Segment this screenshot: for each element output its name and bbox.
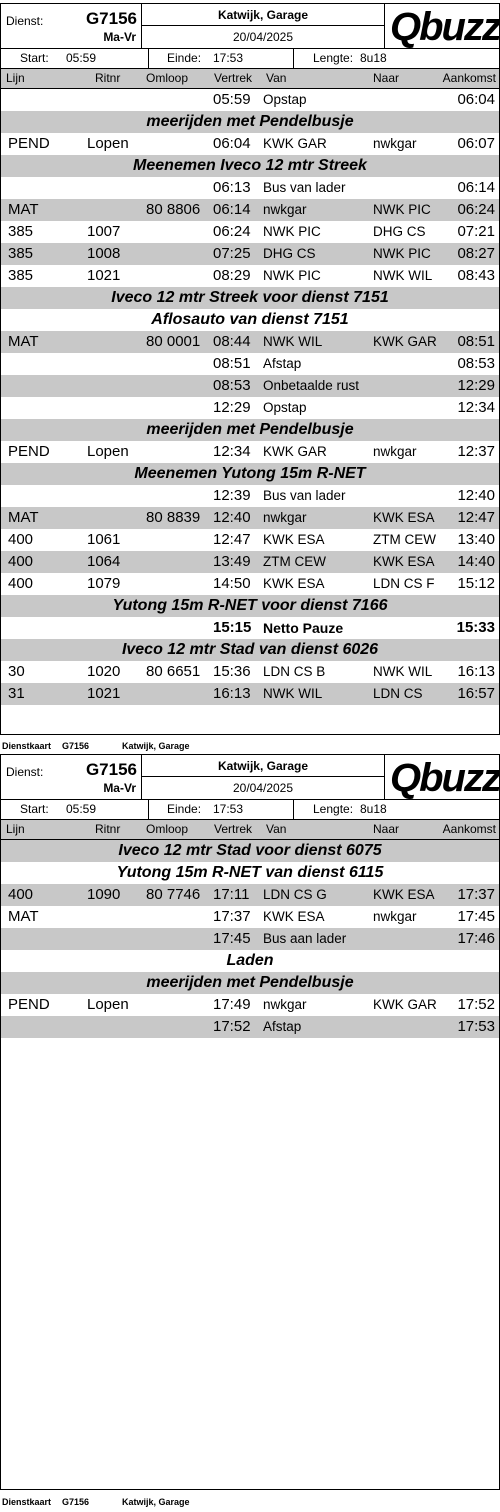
- cell-van: DHG CS: [263, 246, 316, 261]
- cell-naar: KWK ESA: [373, 554, 435, 569]
- section-heading: meerijden met Pendelbusje: [1, 972, 499, 994]
- service-date: 20/04/2025: [232, 30, 294, 44]
- cell-lijn: 385: [8, 223, 34, 240]
- footer-label: Dienstkaart: [2, 1497, 52, 1507]
- cell-van: Bus van lader: [263, 180, 346, 195]
- cell-vertrek: 15:15: [213, 619, 252, 636]
- times-bar: [1, 49, 499, 69]
- table-row: [1, 661, 499, 683]
- cell-aankomst: 06:07: [457, 135, 495, 152]
- cell-naar: KWK GAR: [373, 334, 437, 349]
- cell-lijn: 400: [8, 575, 34, 592]
- col-naar: Naar: [373, 71, 400, 85]
- cell-vertrek: 06:24: [213, 223, 251, 240]
- cell-vertrek: 12:34: [213, 443, 251, 460]
- cell-van: KWK ESA: [263, 909, 325, 924]
- table-row: [1, 375, 499, 397]
- cell-van: KWK GAR: [263, 136, 327, 151]
- cell-omloop: 80 7746: [146, 886, 201, 903]
- cell-van: Afstap: [263, 1019, 302, 1034]
- cell-aankomst: 17:45: [457, 908, 495, 925]
- col-ritnr: Ritnr: [95, 71, 121, 85]
- cell-lijn: MAT: [8, 908, 39, 925]
- cell-vertrek: 08:53: [213, 377, 251, 394]
- table-row: [1, 884, 499, 906]
- times-bar: [1, 800, 499, 820]
- cell-ritnr: 1020: [87, 663, 121, 680]
- section-heading: Yutong 15m R-NET van dienst 6115: [116, 864, 384, 881]
- cell-van: KWK ESA: [263, 532, 325, 547]
- logo-cell: [385, 4, 499, 49]
- page-header: [1, 755, 499, 800]
- cell-lijn: PEND: [8, 135, 50, 152]
- col-vertrek: Vertrek: [214, 822, 253, 836]
- cell-aankomst: 07:21: [457, 223, 495, 240]
- cell-ritnr: 1021: [87, 267, 121, 284]
- col-naar: Naar: [373, 822, 400, 836]
- col-aankomst: Aankomst: [442, 822, 496, 836]
- column-headers: [1, 820, 499, 840]
- table-row: [1, 507, 499, 529]
- cell-aankomst: 15:12: [457, 575, 495, 592]
- cell-lijn: MAT: [8, 509, 39, 526]
- cell-ritnr: Lopen: [87, 443, 129, 460]
- cell-naar: nwkgar: [373, 136, 417, 151]
- start-cell: [1, 49, 149, 68]
- cell-vertrek: 15:36: [213, 663, 251, 680]
- cell-naar: nwkgar: [373, 444, 417, 459]
- cell-aankomst: 06:14: [457, 179, 495, 196]
- cell-aankomst: 16:57: [457, 685, 495, 702]
- cell-aankomst: 17:53: [457, 1018, 495, 1035]
- cell-van: LDN CS G: [263, 887, 327, 902]
- cell-van: Opstap: [263, 92, 307, 107]
- cell-lijn: 400: [8, 553, 34, 570]
- cell-aankomst: 13:40: [457, 531, 495, 548]
- start-cell: [1, 800, 149, 819]
- cell-aankomst: 17:37: [457, 886, 495, 903]
- lengte-label: Lengte:: [313, 802, 354, 816]
- cell-ritnr: 1061: [87, 531, 121, 548]
- cell-van: LDN CS B: [263, 664, 326, 679]
- cell-vertrek: 08:29: [213, 267, 251, 284]
- cell-aankomst: 08:27: [457, 245, 495, 262]
- table-row: [1, 265, 499, 287]
- col-van: Van: [266, 822, 287, 836]
- einde-cell: [149, 49, 294, 68]
- cell-naar: LDN CS: [373, 686, 423, 701]
- cell-aankomst: 14:40: [457, 553, 495, 570]
- cell-ritnr: Lopen: [87, 135, 129, 152]
- footer-label: Dienstkaart: [2, 741, 52, 751]
- cell-naar: KWK ESA: [373, 887, 435, 902]
- cell-van: nwkgar: [263, 997, 307, 1012]
- cell-aankomst: 17:46: [457, 930, 495, 947]
- cell-vertrek: 17:52: [213, 1018, 251, 1035]
- cell-lijn: 400: [8, 886, 34, 903]
- cell-naar: NWK WIL: [373, 268, 433, 283]
- cell-van: Bus aan lader: [263, 931, 347, 946]
- cell-van: KWK ESA: [263, 576, 325, 591]
- dienst-label: Dienst:: [6, 14, 44, 28]
- cell-van: NWK WIL: [263, 334, 323, 349]
- table-row: [1, 177, 499, 199]
- table-row: [1, 683, 499, 705]
- start-label: Start:: [20, 51, 49, 65]
- einde-label: Einde:: [167, 802, 202, 816]
- cell-ritnr: 1007: [87, 223, 121, 240]
- cell-vertrek: 06:14: [213, 201, 251, 218]
- table-row: [1, 928, 499, 950]
- cell-aankomst: 06:04: [457, 91, 495, 108]
- cell-lijn: PEND: [8, 443, 50, 460]
- cell-naar: NWK PIC: [373, 246, 431, 261]
- qbuzz-logo: Qbuzz: [390, 5, 500, 49]
- cell-ritnr: 1021: [87, 685, 121, 702]
- footer-code: G7156: [62, 741, 90, 751]
- cell-van: nwkgar: [263, 510, 307, 525]
- cell-van: Netto Pauze: [263, 620, 344, 636]
- dienst-cell: [1, 4, 142, 49]
- section-heading: Laden: [226, 952, 274, 969]
- table-row: [1, 397, 499, 419]
- cell-naar: DHG CS: [373, 224, 426, 239]
- table-row: [1, 199, 499, 221]
- cell-aankomst: 12:34: [457, 399, 495, 416]
- section-heading: Aflosauto van dienst 7151: [151, 311, 349, 328]
- cell-aankomst: 17:52: [457, 996, 495, 1013]
- col-lijn: Lijn: [6, 71, 25, 85]
- table-row: [1, 133, 499, 155]
- col-van: Van: [266, 71, 287, 85]
- cell-van: KWK GAR: [263, 444, 327, 459]
- table-row: [1, 221, 499, 243]
- start-time: 05:59: [66, 802, 97, 816]
- col-aankomst: Aankomst: [442, 71, 496, 85]
- einde-time: 17:53: [213, 802, 244, 816]
- cell-aankomst: 08:53: [457, 355, 495, 372]
- cell-vertrek: 17:37: [213, 908, 251, 925]
- table-row: [1, 573, 499, 595]
- cell-vertrek: 07:25: [213, 245, 251, 262]
- section-heading: Yutong 15m R-NET voor dienst 7166: [1, 595, 499, 617]
- dienst-code: G7156: [85, 760, 137, 779]
- dienst-code: G7156: [85, 9, 137, 28]
- cell-van: NWK WIL: [263, 686, 323, 701]
- cell-vertrek: 17:45: [213, 930, 251, 947]
- dienst-label: Dienst:: [6, 765, 44, 779]
- cell-vertrek: 12:40: [213, 509, 251, 526]
- table-row: [1, 529, 499, 551]
- lengte-cell: [294, 49, 499, 68]
- cell-aankomst: 12:37: [457, 443, 495, 460]
- cell-vertrek: 12:39: [213, 487, 251, 504]
- einde-time: 17:53: [213, 51, 244, 65]
- page-header: [1, 4, 499, 49]
- footer-code: G7156: [62, 1497, 90, 1507]
- col-vertrek: Vertrek: [214, 71, 253, 85]
- cell-omloop: 80 6651: [146, 663, 201, 680]
- cell-aankomst: 12:47: [457, 509, 495, 526]
- cell-naar: nwkgar: [373, 909, 417, 924]
- section-heading: meerijden met Pendelbusje: [1, 419, 499, 441]
- cell-lijn: 400: [8, 531, 34, 548]
- cell-lijn: 385: [8, 245, 34, 262]
- einde-label: Einde:: [167, 51, 202, 65]
- lengte-cell: [294, 800, 499, 819]
- cell-lijn: 30: [8, 663, 25, 680]
- start-time: 05:59: [66, 51, 97, 65]
- cell-aankomst: 12:40: [457, 487, 495, 504]
- table-row: [1, 485, 499, 507]
- cell-aankomst: 06:24: [457, 201, 495, 218]
- qbuzz-logo: Qbuzz: [390, 756, 500, 800]
- cell-ritnr: 1079: [87, 575, 121, 592]
- table-row: [1, 906, 499, 928]
- cell-aankomst: 16:13: [457, 663, 495, 680]
- cell-vertrek: 16:13: [213, 685, 251, 702]
- cell-vertrek: 06:13: [213, 179, 251, 196]
- start-label: Start:: [20, 802, 49, 816]
- cell-vertrek: 12:29: [213, 399, 251, 416]
- cell-vertrek: 14:50: [213, 575, 251, 592]
- section-heading: Meenemen Yutong 15m R-NET: [1, 463, 499, 485]
- section-heading: meerijden met Pendelbusje: [1, 111, 499, 133]
- col-omloop: Omloop: [146, 71, 189, 85]
- cell-van: ZTM CEW: [263, 554, 326, 569]
- service-date: 20/04/2025: [232, 781, 294, 795]
- dienst-cell: [1, 755, 142, 800]
- cell-ritnr: 1008: [87, 245, 121, 262]
- table-row: [1, 441, 499, 463]
- table-row: [1, 551, 499, 573]
- cell-van: nwkgar: [263, 202, 307, 217]
- table-row: [1, 1016, 499, 1038]
- schedule-rows: [1, 89, 499, 705]
- cell-aankomst: 12:29: [457, 377, 495, 394]
- cell-naar: NWK PIC: [373, 202, 431, 217]
- cell-van: Afstap: [263, 356, 302, 371]
- cell-van: Bus van lader: [263, 488, 346, 503]
- cell-omloop: 80 8806: [146, 201, 201, 218]
- lengte-value: 8u18: [360, 51, 387, 65]
- cell-vertrek: 17:49: [213, 996, 251, 1013]
- col-lijn: Lijn: [6, 822, 25, 836]
- dienstkaart-page-1: [0, 3, 500, 735]
- section-heading: Iveco 12 mtr Stad van dienst 6026: [1, 639, 499, 661]
- cell-naar: KWK GAR: [373, 997, 437, 1012]
- footer-location: Katwijk, Garage: [122, 1497, 190, 1507]
- cell-lijn: MAT: [8, 201, 39, 218]
- table-row: [1, 994, 499, 1016]
- cell-vertrek: 05:59: [213, 91, 251, 108]
- cell-naar: NWK WIL: [373, 664, 433, 679]
- dienst-days: Ma-Vr: [103, 781, 136, 795]
- cell-van: Onbetaalde rust: [263, 378, 360, 393]
- cell-naar: LDN CS F: [373, 576, 435, 591]
- lengte-value: 8u18: [360, 802, 387, 816]
- cell-vertrek: 08:44: [213, 333, 251, 350]
- cell-lijn: 385: [8, 267, 34, 284]
- location-cell: [142, 4, 385, 49]
- col-ritnr: Ritnr: [95, 822, 121, 836]
- cell-aankomst: 08:43: [457, 267, 495, 284]
- column-headers: [1, 69, 499, 89]
- cell-vertrek: 08:51: [213, 355, 251, 372]
- pause-row: [1, 617, 499, 639]
- cell-ritnr: Lopen: [87, 996, 129, 1013]
- cell-vertrek: 17:11: [213, 886, 250, 903]
- location-name: Katwijk, Garage: [142, 755, 384, 777]
- einde-cell: [149, 800, 294, 819]
- col-omloop: Omloop: [146, 822, 189, 836]
- cell-naar: ZTM CEW: [373, 532, 436, 547]
- cell-van: NWK PIC: [263, 224, 321, 239]
- section-heading: Meenemen Iveco 12 mtr Streek: [1, 155, 499, 177]
- location-cell: [142, 755, 385, 800]
- schedule-rows: [1, 840, 499, 1038]
- cell-lijn: PEND: [8, 996, 50, 1013]
- cell-vertrek: 13:49: [213, 553, 251, 570]
- table-row: [1, 243, 499, 265]
- lengte-label: Lengte:: [313, 51, 354, 65]
- cell-ritnr: 1090: [87, 886, 121, 903]
- cell-lijn: MAT: [8, 333, 39, 350]
- cell-van: NWK PIC: [263, 268, 321, 283]
- cell-vertrek: 06:04: [213, 135, 251, 152]
- footer-location: Katwijk, Garage: [122, 741, 190, 751]
- cell-omloop: 80 0001: [146, 333, 201, 350]
- section-heading: Iveco 12 mtr Streek voor dienst 7151: [1, 287, 499, 309]
- logo-cell: [385, 755, 499, 800]
- table-row: [1, 353, 499, 375]
- section-heading: Iveco 12 mtr Stad voor dienst 6075: [1, 840, 499, 862]
- location-name: Katwijk, Garage: [142, 4, 384, 26]
- cell-vertrek: 12:47: [213, 531, 251, 548]
- cell-van: Opstap: [263, 400, 307, 415]
- dienstkaart-page-2: [0, 754, 500, 1490]
- table-row: [1, 89, 499, 111]
- cell-lijn: 31: [8, 685, 25, 702]
- table-row: [1, 331, 499, 353]
- cell-aankomst: 08:51: [457, 333, 495, 350]
- cell-ritnr: 1064: [87, 553, 121, 570]
- dienst-days: Ma-Vr: [103, 30, 136, 44]
- cell-naar: KWK ESA: [373, 510, 435, 525]
- cell-omloop: 80 8839: [146, 509, 201, 526]
- cell-aankomst: 15:33: [456, 619, 495, 636]
